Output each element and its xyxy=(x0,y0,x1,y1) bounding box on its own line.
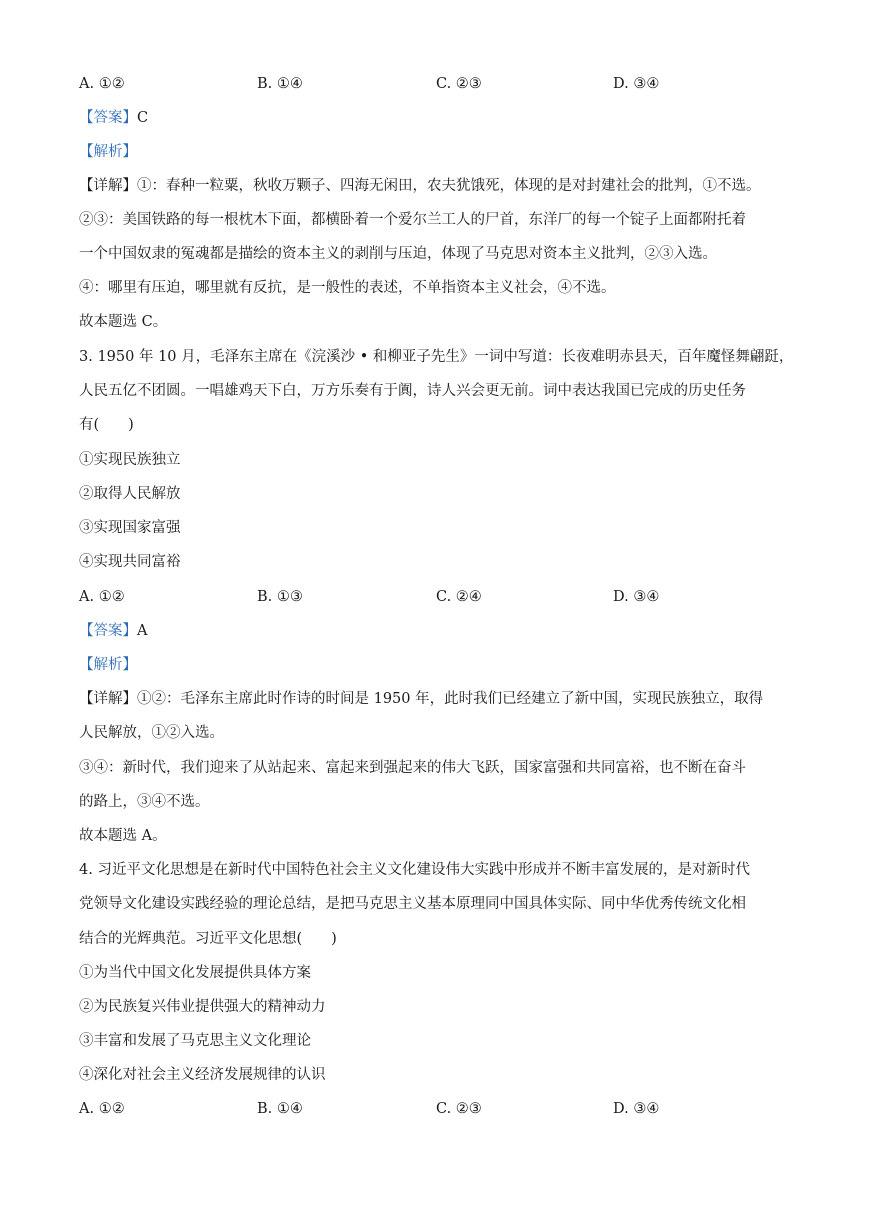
q3-stem-line-3: 有( ) xyxy=(79,417,134,433)
q3-option-d: D. ③④ xyxy=(613,589,660,605)
q4-item-1: ①为当代中国文化发展提供具体方案 xyxy=(79,965,311,981)
q2-option-d: D. ③④ xyxy=(613,76,660,92)
q2-detail-line-1 xyxy=(79,176,761,196)
q2-detail-line-3: 一个中国奴隶的冤魂都是描绘的资本主义的剥削与压迫，体现了马克思对资本主义批判，②③入选。 xyxy=(79,246,717,262)
q3-detail-line-3: ③④：新时代，我们迎来了从站起来、富起来到强起来的伟大飞跃，国家富强和共同富裕，也不断在奋斗 xyxy=(79,760,746,776)
q2-option-b: B. ①④ xyxy=(257,76,303,92)
q4-option-c: C. ②③ xyxy=(436,1101,482,1117)
detail-tag: 【详解】 xyxy=(79,691,137,707)
q3-detail-line-1 xyxy=(79,689,763,709)
q4-item-3: ③丰富和发展了马克思主义文化理论 xyxy=(79,1033,311,1049)
detail-text: ①：春种一粒粟，秋收万颗子、四海无闲田，农夫犹饿死，体现的是对封建社会的批判，①不选。 xyxy=(137,178,761,194)
q4-item-4: ④深化对社会主义经济发展规律的认识 xyxy=(79,1067,326,1083)
q3-option-c: C. ②④ xyxy=(436,589,482,605)
answer-value: A xyxy=(137,623,148,639)
q2-option-a: A. ①② xyxy=(79,76,125,92)
q3-option-b: B. ①③ xyxy=(257,589,303,605)
q2-analysis xyxy=(79,142,137,162)
q4-item-2: ②为民族复兴伟业提供强大的精神动力 xyxy=(79,999,326,1015)
q4-stem-line-2: 党领导文化建设实践经验的理论总结，是把马克思主义基本原理同中国具体实际、同中华优秀传统文化相 xyxy=(79,896,746,912)
q2-detail-line-2: ②③：美国铁路的每一根枕木下面，都横卧着一个爱尔兰工人的尸首，东洋厂的每一个锭子上面都附托着 xyxy=(79,212,746,228)
q3-item-1: ①实现民族独立 xyxy=(79,452,181,468)
q3-detail-line-4: 的路上，③④不选。 xyxy=(79,794,210,810)
q3-analysis xyxy=(79,655,137,675)
detail-tag: 【详解】 xyxy=(79,178,137,194)
q2-conclusion: 故本题选 C。 xyxy=(79,314,168,330)
q4-option-d: D. ③④ xyxy=(613,1101,660,1117)
answer-tag: 【答案】 xyxy=(79,623,137,639)
analysis-tag: 【解析】 xyxy=(79,144,137,160)
q4-stem-line-3: 结合的光辉典范。习近平文化思想( ) xyxy=(79,931,337,947)
q3-detail-line-2: 人民解放，①②入选。 xyxy=(79,725,224,741)
q3-option-a: A. ①② xyxy=(79,589,125,605)
q2-detail-line-4: ④：哪里有压迫，哪里就有反抗，是一般性的表述，不单指资本主义社会，④不选。 xyxy=(79,280,616,296)
q3-answer xyxy=(79,621,147,641)
q2-option-c: C. ②③ xyxy=(436,76,482,92)
q4-stem-line-1: 4. 习近平文化思想是在新时代中国特色社会主义文化建设伟大实践中形成并不断丰富发展的，是对新时代 xyxy=(79,862,750,878)
q3-item-4: ④实现共同富裕 xyxy=(79,554,181,570)
analysis-tag: 【解析】 xyxy=(79,657,137,673)
q3-stem-line-2: 人民五亿不团圆。一唱雄鸡天下白，万方乐奏有于阗，诗人兴会更无前。词中表达我国已完成的历史任务 xyxy=(79,383,746,399)
q3-stem-line-1: 3. 1950 年 10 月，毛泽东主席在《浣溪沙 • 和柳亚子先生》一词中写道：长夜难明赤县天，百年魔怪舞翩跹， xyxy=(79,349,794,365)
detail-text: ①②：毛泽东主席此时作诗的时间是 1950 年，此时我们已经建立了新中国，实现民族独立，取得 xyxy=(137,691,764,707)
q3-item-2: ②取得人民解放 xyxy=(79,486,181,502)
answer-value: C xyxy=(137,110,149,126)
answer-tag: 【答案】 xyxy=(79,110,137,126)
q2-answer xyxy=(79,108,148,128)
q3-conclusion: 故本题选 A。 xyxy=(79,828,167,844)
q4-option-b: B. ①④ xyxy=(257,1101,303,1117)
q4-option-a: A. ①② xyxy=(79,1101,125,1117)
q3-item-3: ③实现国家富强 xyxy=(79,520,181,536)
